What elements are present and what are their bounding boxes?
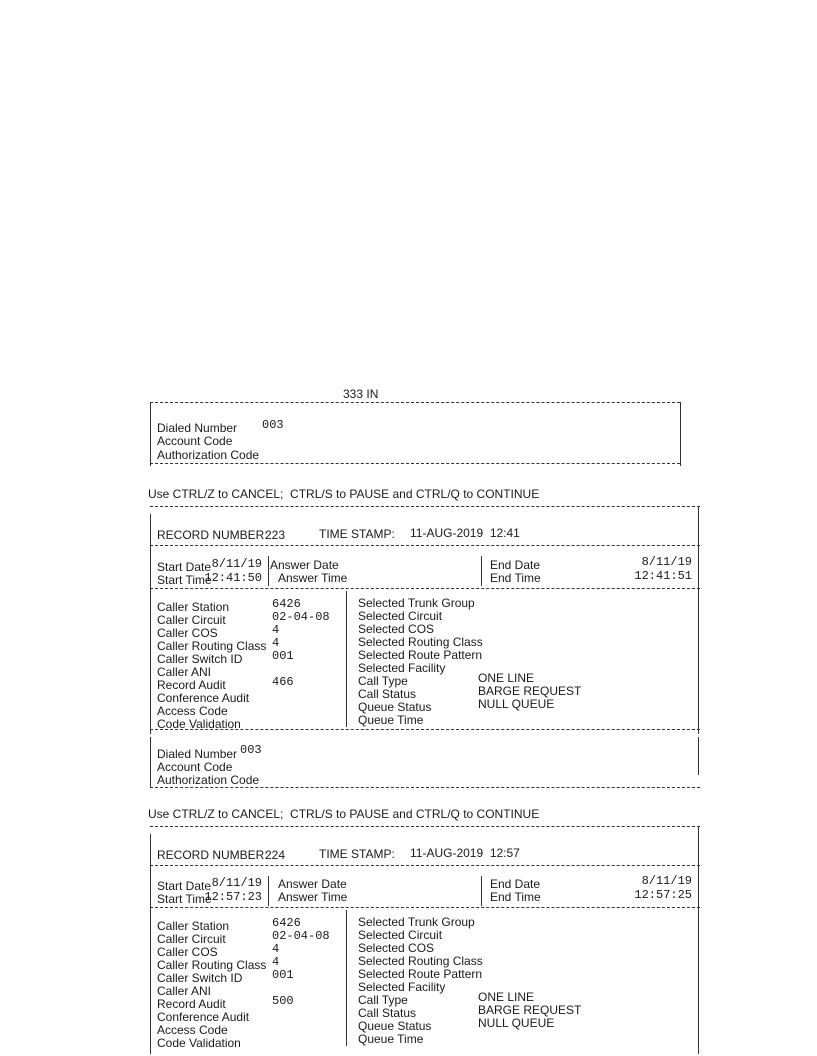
record-224-dates-rule [150, 907, 700, 908]
start-time-label: Start Time [157, 892, 212, 906]
time-stamp-value: 11-AUG-2019 12:57 [410, 846, 520, 860]
dialed-number-label: Dialed Number [157, 421, 238, 435]
queue-status-label: Queue Status [358, 1019, 432, 1033]
record-224-header-rule [150, 865, 700, 866]
selected-circuit-label: Selected Circuit [358, 928, 443, 942]
record-audit-value: 500 [272, 994, 294, 1008]
record-223-bottom-rule [150, 787, 700, 788]
caller-switch-id-label: Caller Switch ID [157, 971, 243, 985]
caller-station-label: Caller Station [157, 600, 230, 614]
conference-audit-label: Conference Audit [157, 691, 250, 705]
record-223-footer-left-border [150, 737, 151, 787]
start-time-label: Start Time [157, 573, 212, 587]
call-type-value: ONE LINE [478, 990, 535, 1004]
answer-time-label: Answer Time [278, 890, 348, 904]
record-audit-label: Record Audit [157, 678, 226, 692]
call-type-value: ONE LINE [478, 671, 535, 685]
cancel-instructions: Use CTRL/Z to CANCEL; CTRL/S to PAUSE and CTRL/Q to CONTINUE [148, 807, 540, 821]
record-audit-value: 466 [272, 675, 294, 689]
record-224-left-border [150, 834, 151, 1054]
selected-routing-class-label: Selected Routing Class [358, 635, 483, 649]
record-number-label: RECORD NUMBER: [157, 528, 268, 542]
selected-facility-label: Selected Facility [358, 980, 446, 994]
start-time-value: 12:41:50 [204, 571, 262, 585]
record-224-top-rule [150, 826, 700, 827]
call-type-label: Call Type [358, 674, 408, 688]
queue-time-label: Queue Time [358, 1032, 424, 1046]
selected-route-pattern-label: Selected Route Pattern [358, 967, 483, 981]
end-date-value: 8/11/19 [641, 555, 692, 569]
top-block-right-border [680, 402, 681, 466]
caller-switch-id-value: 001 [272, 649, 294, 663]
call-status-label: Call Status [358, 687, 417, 701]
caller-switch-id-label: Caller Switch ID [157, 652, 243, 666]
caller-routing-class-label: Caller Routing Class [157, 958, 267, 972]
start-date-label: Start Date [157, 560, 212, 574]
caller-cos-label: Caller COS [157, 945, 218, 959]
page-header-title: 333 IN [343, 387, 379, 401]
caller-routing-class-label: Caller Routing Class [157, 639, 267, 653]
caller-circuit-label: Caller Circuit [157, 613, 226, 627]
caller-station-label: Caller Station [157, 919, 230, 933]
queue-status-value: NULL QUEUE [478, 697, 555, 711]
record-number-value: 223 [265, 528, 286, 542]
authorization-code-label: Authorization Code [157, 448, 260, 462]
call-status-value: BARGE REQUEST [478, 684, 582, 698]
record-223-dates-rule [150, 588, 700, 589]
selected-trunk-group-label: Selected Trunk Group [358, 596, 475, 610]
account-code-label: Account Code [157, 760, 233, 774]
call-type-label: Call Type [358, 993, 408, 1007]
record-223-right-border [698, 506, 699, 734]
conference-audit-label: Conference Audit [157, 1010, 250, 1024]
record-number-label: RECORD NUMBER: [157, 848, 268, 862]
start-time-value: 12:57:23 [204, 890, 262, 904]
end-time-value: 12:57:25 [634, 888, 692, 902]
end-date-label: End Date [490, 558, 541, 572]
queue-status-value: NULL QUEUE [478, 1016, 555, 1030]
top-block-top-rule [150, 402, 680, 403]
start-date-value: 8/11/19 [211, 876, 262, 890]
top-block-left-border [150, 402, 151, 466]
dialed-number-value: 003 [262, 418, 284, 432]
end-divider [481, 556, 482, 586]
call-status-value: BARGE REQUEST [478, 1003, 582, 1017]
queue-status-label: Queue Status [358, 700, 432, 714]
caller-routing-class-value: 4 [272, 955, 280, 969]
selected-trunk-group-label: Selected Trunk Group [358, 915, 475, 929]
record-number-value: 224 [265, 848, 286, 862]
answer-date-label: Answer Date [270, 558, 339, 572]
selected-cos-label: Selected COS [358, 941, 435, 955]
record-223-footer-right-border [698, 737, 699, 775]
record-audit-label: Record Audit [157, 997, 226, 1011]
dialed-number-label: Dialed Number [157, 747, 238, 761]
start-date-label: Start Date [157, 879, 212, 893]
selected-facility-label: Selected Facility [358, 661, 446, 675]
selected-circuit-label: Selected Circuit [358, 609, 443, 623]
selected-route-pattern-label: Selected Route Pattern [358, 648, 483, 662]
caller-ani-label: Caller ANI [157, 984, 212, 998]
dialed-number-value: 003 [240, 743, 262, 757]
code-validation-label: Code Validation [157, 717, 241, 731]
call-status-label: Call Status [358, 1006, 417, 1020]
caller-cos-label: Caller COS [157, 626, 218, 640]
answer-date-label: Answer Date [278, 877, 347, 891]
record-223-fields-rule [150, 729, 700, 730]
time-stamp-label: TIME STAMP: [319, 527, 395, 541]
top-block-bottom-rule [150, 463, 680, 464]
record-223-header-rule [150, 545, 700, 546]
caller-circuit-value: 02-04-08 [272, 929, 330, 943]
end-divider [481, 876, 482, 906]
record-223-top-rule [150, 506, 700, 507]
queue-time-label: Queue Time [358, 713, 424, 727]
caller-ani-label: Caller ANI [157, 665, 212, 679]
record-224-column-divider [346, 910, 347, 1046]
caller-circuit-value: 02-04-08 [272, 610, 330, 624]
end-time-value: 12:41:51 [634, 569, 692, 583]
caller-switch-id-value: 001 [272, 968, 294, 982]
caller-routing-class-value: 4 [272, 636, 280, 650]
caller-cos-value: 4 [272, 623, 280, 637]
account-code-label: Account Code [157, 434, 233, 448]
end-time-label: End Time [490, 890, 541, 904]
cancel-instructions: Use CTRL/Z to CANCEL; CTRL/S to PAUSE and CTRL/Q to CONTINUE [148, 487, 540, 501]
time-stamp-value: 11-AUG-2019 12:41 [410, 526, 520, 540]
record-224-right-border [698, 826, 699, 1054]
caller-station-value: 6426 [272, 916, 301, 930]
caller-cos-value: 4 [272, 942, 280, 956]
caller-station-value: 6426 [272, 597, 301, 611]
selected-cos-label: Selected COS [358, 622, 435, 636]
end-date-label: End Date [490, 877, 541, 891]
authorization-code-label: Authorization Code [157, 773, 260, 787]
record-223-left-border [150, 514, 151, 734]
access-code-label: Access Code [157, 1023, 228, 1037]
record-223-column-divider [346, 591, 347, 727]
end-date-value: 8/11/19 [641, 874, 692, 888]
caller-circuit-label: Caller Circuit [157, 932, 226, 946]
selected-routing-class-label: Selected Routing Class [358, 954, 483, 968]
code-validation-label: Code Validation [157, 1036, 241, 1050]
end-time-label: End Time [490, 571, 541, 585]
start-date-value: 8/11/19 [211, 557, 262, 571]
time-stamp-label: TIME STAMP: [319, 847, 395, 861]
answer-time-label: Answer Time [278, 571, 348, 585]
answer-divider [268, 876, 269, 906]
access-code-label: Access Code [157, 704, 228, 718]
answer-divider [268, 556, 269, 586]
